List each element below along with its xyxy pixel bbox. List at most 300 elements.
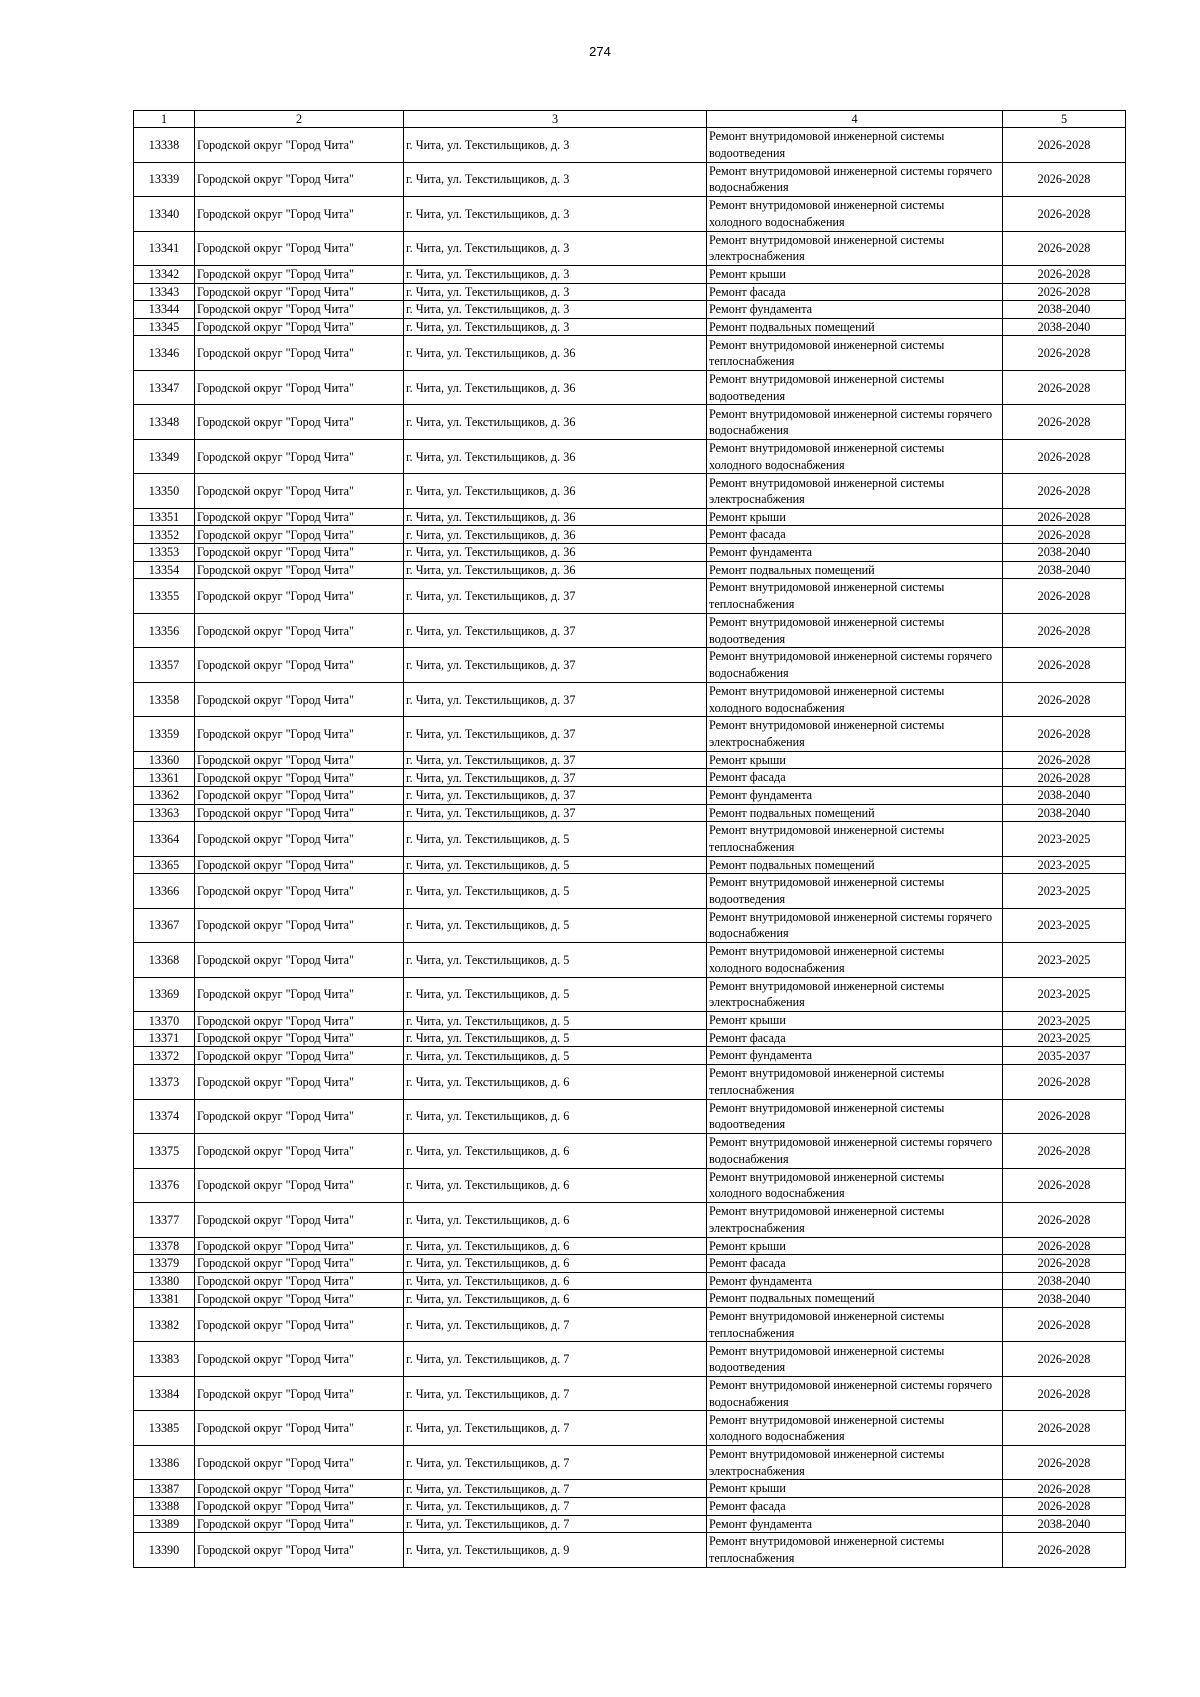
row-number-cell: 13345	[134, 318, 195, 336]
municipality-cell: Городской округ "Город Чита"	[195, 579, 404, 614]
table-row	[134, 1480, 1126, 1498]
period-cell: 2026-2028	[1003, 1065, 1126, 1100]
municipality-cell: Городской округ "Город Чита"	[195, 370, 404, 405]
row-number-cell: 13372	[134, 1047, 195, 1065]
period-cell: 2026-2028	[1003, 717, 1126, 752]
municipality-cell: Городской округ "Город Чита"	[195, 1515, 404, 1533]
period-cell: 2026-2028	[1003, 1497, 1126, 1515]
work-type-cell: Ремонт внутридомовой инженерной системы водоотведения	[707, 613, 1003, 648]
table-row	[134, 1515, 1126, 1533]
municipality-cell: Городской округ "Город Чита"	[195, 1065, 404, 1100]
work-type-cell: Ремонт фасада	[707, 1497, 1003, 1515]
work-type-cell: Ремонт внутридомовой инженерной системы холодного водоснабжения	[707, 943, 1003, 978]
table-row	[134, 579, 1126, 614]
row-number-cell: 13358	[134, 682, 195, 717]
municipality-cell: Городской округ "Город Чита"	[195, 283, 404, 301]
address-cell: г. Чита, ул. Текстильщиков, д. 37	[404, 682, 707, 717]
address-cell: г. Чита, ул. Текстильщиков, д. 3	[404, 197, 707, 232]
row-number-cell: 13344	[134, 301, 195, 319]
address-cell: г. Чита, ул. Текстильщиков, д. 6	[404, 1272, 707, 1290]
address-cell: г. Чита, ул. Текстильщиков, д. 5	[404, 874, 707, 909]
table-row	[134, 544, 1126, 562]
period-cell: 2026-2028	[1003, 682, 1126, 717]
table-row	[134, 1029, 1126, 1047]
municipality-cell: Городской округ "Город Чита"	[195, 318, 404, 336]
period-cell: 2038-2040	[1003, 1515, 1126, 1533]
address-cell: г. Чита, ул. Текстильщиков, д. 37	[404, 786, 707, 804]
row-number-cell: 13382	[134, 1307, 195, 1342]
table-row	[134, 943, 1126, 978]
period-cell: 2026-2028	[1003, 266, 1126, 284]
row-number-cell: 13354	[134, 561, 195, 579]
address-cell: г. Чита, ул. Текстильщиков, д. 7	[404, 1411, 707, 1446]
municipality-cell: Городской округ "Город Чита"	[195, 1411, 404, 1446]
address-cell: г. Чита, ул. Текстильщиков, д. 9	[404, 1533, 707, 1568]
municipality-cell: Городской округ "Город Чита"	[195, 439, 404, 474]
row-number-cell: 13373	[134, 1065, 195, 1100]
address-cell: г. Чита, ул. Текстильщиков, д. 37	[404, 717, 707, 752]
row-number-cell: 13367	[134, 908, 195, 943]
table-row	[134, 162, 1126, 197]
work-type-cell: Ремонт внутридомовой инженерной системы водоотведения	[707, 874, 1003, 909]
municipality-cell: Городской округ "Город Чита"	[195, 266, 404, 284]
period-cell: 2023-2025	[1003, 822, 1126, 857]
address-cell: г. Чита, ул. Текстильщиков, д. 36	[404, 526, 707, 544]
address-cell: г. Чита, ул. Текстильщиков, д. 37	[404, 648, 707, 683]
address-cell: г. Чита, ул. Текстильщиков, д. 36	[404, 370, 707, 405]
table-row	[134, 1065, 1126, 1100]
work-type-cell: Ремонт фундамента	[707, 786, 1003, 804]
address-cell: г. Чита, ул. Текстильщиков, д. 36	[404, 508, 707, 526]
work-type-cell: Ремонт внутридомовой инженерной системы водоотведения	[707, 1342, 1003, 1377]
table-row	[134, 751, 1126, 769]
table-row	[134, 1272, 1126, 1290]
table-row	[134, 1255, 1126, 1273]
table-row	[134, 613, 1126, 648]
table-body	[134, 128, 1126, 1568]
table-row	[134, 266, 1126, 284]
table-row	[134, 1497, 1126, 1515]
municipality-cell: Городской округ "Город Чита"	[195, 751, 404, 769]
municipality-cell: Городской округ "Город Чита"	[195, 613, 404, 648]
work-type-cell: Ремонт внутридомовой инженерной системы горячего водоснабжения	[707, 1376, 1003, 1411]
table-row	[134, 283, 1126, 301]
work-type-cell: Ремонт фундамента	[707, 1515, 1003, 1533]
municipality-cell: Городской округ "Город Чита"	[195, 977, 404, 1012]
work-type-cell: Ремонт внутридомовой инженерной системы холодного водоснабжения	[707, 1168, 1003, 1203]
municipality-cell: Городской округ "Город Чита"	[195, 908, 404, 943]
table-row	[134, 1134, 1126, 1169]
period-cell: 2038-2040	[1003, 786, 1126, 804]
work-type-cell: Ремонт внутридомовой инженерной системы теплоснабжения	[707, 1307, 1003, 1342]
table-row	[134, 1168, 1126, 1203]
table-header	[134, 111, 1126, 128]
row-number-cell: 13370	[134, 1012, 195, 1030]
period-cell: 2038-2040	[1003, 561, 1126, 579]
table-row	[134, 1203, 1126, 1238]
table-row	[134, 1376, 1126, 1411]
municipality-cell: Городской округ "Город Чита"	[195, 1047, 404, 1065]
work-type-cell: Ремонт внутридомовой инженерной системы горячего водоснабжения	[707, 162, 1003, 197]
work-type-cell: Ремонт внутридомовой инженерной системы холодного водоснабжения	[707, 682, 1003, 717]
address-cell: г. Чита, ул. Текстильщиков, д. 6	[404, 1134, 707, 1169]
address-cell: г. Чита, ул. Текстильщиков, д. 7	[404, 1480, 707, 1498]
row-number-cell: 13359	[134, 717, 195, 752]
period-cell: 2038-2040	[1003, 318, 1126, 336]
municipality-cell: Городской округ "Город Чита"	[195, 231, 404, 266]
address-cell: г. Чита, ул. Текстильщиков, д. 5	[404, 822, 707, 857]
period-cell: 2038-2040	[1003, 1272, 1126, 1290]
table-row	[134, 1445, 1126, 1480]
row-number-cell: 13380	[134, 1272, 195, 1290]
row-number-cell: 13362	[134, 786, 195, 804]
period-cell: 2026-2028	[1003, 1411, 1126, 1446]
address-cell: г. Чита, ул. Текстильщиков, д. 6	[404, 1065, 707, 1100]
address-cell: г. Чита, ул. Текстильщиков, д. 36	[404, 544, 707, 562]
table-row	[134, 1342, 1126, 1377]
address-cell: г. Чита, ул. Текстильщиков, д. 7	[404, 1515, 707, 1533]
municipality-cell: Городской округ "Город Чита"	[195, 197, 404, 232]
address-cell: г. Чита, ул. Текстильщиков, д. 37	[404, 769, 707, 787]
period-cell: 2026-2028	[1003, 613, 1126, 648]
period-cell: 2038-2040	[1003, 544, 1126, 562]
row-number-cell: 13365	[134, 856, 195, 874]
municipality-cell: Городской округ "Город Чита"	[195, 1099, 404, 1134]
municipality-cell: Городской округ "Город Чита"	[195, 856, 404, 874]
table-row	[134, 301, 1126, 319]
work-type-cell: Ремонт подвальных помещений	[707, 561, 1003, 579]
municipality-cell: Городской округ "Город Чита"	[195, 1272, 404, 1290]
period-cell: 2026-2028	[1003, 1480, 1126, 1498]
table-row	[134, 908, 1126, 943]
table-row	[134, 370, 1126, 405]
period-cell: 2023-2025	[1003, 977, 1126, 1012]
address-cell: г. Чита, ул. Текстильщиков, д. 6	[404, 1203, 707, 1238]
row-number-cell: 13357	[134, 648, 195, 683]
work-type-cell: Ремонт внутридомовой инженерной системы горячего водоснабжения	[707, 405, 1003, 440]
address-cell: г. Чита, ул. Текстильщиков, д. 5	[404, 908, 707, 943]
period-cell: 2026-2028	[1003, 648, 1126, 683]
municipality-cell: Городской округ "Город Чита"	[195, 301, 404, 319]
period-cell: 2026-2028	[1003, 283, 1126, 301]
row-number-cell: 13387	[134, 1480, 195, 1498]
row-number-cell: 13341	[134, 231, 195, 266]
municipality-cell: Городской округ "Город Чита"	[195, 1497, 404, 1515]
address-cell: г. Чита, ул. Текстильщиков, д. 3	[404, 231, 707, 266]
municipality-cell: Городской округ "Город Чита"	[195, 474, 404, 509]
table-row	[134, 474, 1126, 509]
municipality-cell: Городской округ "Город Чита"	[195, 1307, 404, 1342]
period-cell: 2023-2025	[1003, 856, 1126, 874]
row-number-cell: 13361	[134, 769, 195, 787]
address-cell: г. Чита, ул. Текстильщиков, д. 5	[404, 1047, 707, 1065]
municipality-cell: Городской округ "Город Чита"	[195, 1134, 404, 1169]
work-type-cell: Ремонт фундамента	[707, 1047, 1003, 1065]
row-number-cell: 13375	[134, 1134, 195, 1169]
work-type-cell: Ремонт внутридомовой инженерной системы горячего водоснабжения	[707, 1134, 1003, 1169]
work-type-cell: Ремонт фундамента	[707, 301, 1003, 319]
row-number-cell: 13378	[134, 1237, 195, 1255]
address-cell: г. Чита, ул. Текстильщиков, д. 37	[404, 579, 707, 614]
period-cell: 2026-2028	[1003, 1533, 1126, 1568]
municipality-cell: Городской округ "Город Чита"	[195, 822, 404, 857]
work-type-cell: Ремонт подвальных помещений	[707, 1290, 1003, 1308]
period-cell: 2026-2028	[1003, 579, 1126, 614]
work-type-cell: Ремонт крыши	[707, 1237, 1003, 1255]
work-type-cell: Ремонт внутридомовой инженерной системы водоотведения	[707, 128, 1003, 163]
row-number-cell: 13388	[134, 1497, 195, 1515]
work-type-cell: Ремонт фасада	[707, 283, 1003, 301]
period-cell: 2026-2028	[1003, 370, 1126, 405]
address-cell: г. Чита, ул. Текстильщиков, д. 7	[404, 1376, 707, 1411]
work-type-cell: Ремонт внутридомовой инженерной системы электроснабжения	[707, 231, 1003, 266]
period-cell: 2026-2028	[1003, 231, 1126, 266]
table-row	[134, 804, 1126, 822]
table-row	[134, 648, 1126, 683]
municipality-cell: Городской округ "Город Чита"	[195, 1376, 404, 1411]
row-number-cell: 13349	[134, 439, 195, 474]
row-number-cell: 13355	[134, 579, 195, 614]
row-number-cell: 13389	[134, 1515, 195, 1533]
address-cell: г. Чита, ул. Текстильщиков, д. 37	[404, 804, 707, 822]
row-number-cell: 13338	[134, 128, 195, 163]
table-row	[134, 1012, 1126, 1030]
address-cell: г. Чита, ул. Текстильщиков, д. 36	[404, 561, 707, 579]
address-cell: г. Чита, ул. Текстильщиков, д. 37	[404, 751, 707, 769]
address-cell: г. Чита, ул. Текстильщиков, д. 37	[404, 613, 707, 648]
row-number-cell: 13364	[134, 822, 195, 857]
municipality-cell: Городской округ "Город Чита"	[195, 1237, 404, 1255]
work-type-cell: Ремонт крыши	[707, 1012, 1003, 1030]
table-row	[134, 1307, 1126, 1342]
address-cell: г. Чита, ул. Текстильщиков, д. 7	[404, 1445, 707, 1480]
work-type-cell: Ремонт подвальных помещений	[707, 856, 1003, 874]
work-type-cell: Ремонт внутридомовой инженерной системы электроснабжения	[707, 977, 1003, 1012]
municipality-cell: Городской округ "Город Чита"	[195, 544, 404, 562]
row-number-cell: 13379	[134, 1255, 195, 1273]
row-number-cell: 13390	[134, 1533, 195, 1568]
header-col-4: 4	[707, 111, 1003, 128]
municipality-cell: Городской округ "Город Чита"	[195, 1445, 404, 1480]
table-row	[134, 405, 1126, 440]
table-row	[134, 1047, 1126, 1065]
period-cell: 2023-2025	[1003, 874, 1126, 909]
period-cell: 2026-2028	[1003, 1134, 1126, 1169]
address-cell: г. Чита, ул. Текстильщиков, д. 6	[404, 1168, 707, 1203]
period-cell: 2026-2028	[1003, 405, 1126, 440]
period-cell: 2026-2028	[1003, 1099, 1126, 1134]
period-cell: 2026-2028	[1003, 128, 1126, 163]
municipality-cell: Городской округ "Город Чита"	[195, 1342, 404, 1377]
municipality-cell: Городской округ "Город Чита"	[195, 804, 404, 822]
work-type-cell: Ремонт фасада	[707, 526, 1003, 544]
work-type-cell: Ремонт крыши	[707, 266, 1003, 284]
work-type-cell: Ремонт внутридомовой инженерной системы электроснабжения	[707, 1445, 1003, 1480]
municipality-cell: Городской округ "Город Чита"	[195, 1480, 404, 1498]
address-cell: г. Чита, ул. Текстильщиков, д. 7	[404, 1497, 707, 1515]
address-cell: г. Чита, ул. Текстильщиков, д. 5	[404, 977, 707, 1012]
work-type-cell: Ремонт крыши	[707, 751, 1003, 769]
row-number-cell: 13351	[134, 508, 195, 526]
repair-schedule-table	[133, 110, 1126, 1568]
address-cell: г. Чита, ул. Текстильщиков, д. 7	[404, 1307, 707, 1342]
address-cell: г. Чита, ул. Текстильщиков, д. 6	[404, 1255, 707, 1273]
address-cell: г. Чита, ул. Текстильщиков, д. 3	[404, 162, 707, 197]
municipality-cell: Городской округ "Город Чита"	[195, 1029, 404, 1047]
municipality-cell: Городской округ "Город Чита"	[195, 508, 404, 526]
period-cell: 2026-2028	[1003, 1445, 1126, 1480]
work-type-cell: Ремонт внутридомовой инженерной системы теплоснабжения	[707, 579, 1003, 614]
table-row	[134, 1411, 1126, 1446]
address-cell: г. Чита, ул. Текстильщиков, д. 5	[404, 1029, 707, 1047]
work-type-cell: Ремонт внутридомовой инженерной системы холодного водоснабжения	[707, 1411, 1003, 1446]
table-row	[134, 561, 1126, 579]
period-cell: 2038-2040	[1003, 1290, 1126, 1308]
work-type-cell: Ремонт фундамента	[707, 1272, 1003, 1290]
address-cell: г. Чита, ул. Текстильщиков, д. 3	[404, 283, 707, 301]
municipality-cell: Городской округ "Город Чита"	[195, 1012, 404, 1030]
row-number-cell: 13339	[134, 162, 195, 197]
municipality-cell: Городской округ "Город Чита"	[195, 682, 404, 717]
work-type-cell: Ремонт фасада	[707, 1255, 1003, 1273]
period-cell: 2023-2025	[1003, 908, 1126, 943]
period-cell: 2035-2037	[1003, 1047, 1126, 1065]
row-number-cell: 13374	[134, 1099, 195, 1134]
work-type-cell: Ремонт подвальных помещений	[707, 804, 1003, 822]
work-type-cell: Ремонт фасада	[707, 1029, 1003, 1047]
period-cell: 2026-2028	[1003, 508, 1126, 526]
work-type-cell: Ремонт внутридомовой инженерной системы электроснабжения	[707, 717, 1003, 752]
work-type-cell: Ремонт внутридомовой инженерной системы электроснабжения	[707, 1203, 1003, 1238]
work-type-cell: Ремонт внутридомовой инженерной системы теплоснабжения	[707, 1533, 1003, 1568]
municipality-cell: Городской округ "Город Чита"	[195, 648, 404, 683]
work-type-cell: Ремонт внутридомовой инженерной системы горячего водоснабжения	[707, 908, 1003, 943]
address-cell: г. Чита, ул. Текстильщиков, д. 3	[404, 266, 707, 284]
period-cell: 2026-2028	[1003, 439, 1126, 474]
table-row	[134, 977, 1126, 1012]
row-number-cell: 13376	[134, 1168, 195, 1203]
address-cell: г. Чита, ул. Текстильщиков, д. 5	[404, 943, 707, 978]
row-number-cell: 13346	[134, 336, 195, 371]
row-number-cell: 13369	[134, 977, 195, 1012]
work-type-cell: Ремонт внутридомовой инженерной системы электроснабжения	[707, 474, 1003, 509]
row-number-cell: 13385	[134, 1411, 195, 1446]
work-type-cell: Ремонт фасада	[707, 769, 1003, 787]
table-row	[134, 508, 1126, 526]
table-row	[134, 231, 1126, 266]
address-cell: г. Чита, ул. Текстильщиков, д. 7	[404, 1342, 707, 1377]
period-cell: 2026-2028	[1003, 474, 1126, 509]
municipality-cell: Городской округ "Город Чита"	[195, 1203, 404, 1238]
row-number-cell: 13348	[134, 405, 195, 440]
period-cell: 2026-2028	[1003, 1307, 1126, 1342]
period-cell: 2038-2040	[1003, 804, 1126, 822]
period-cell: 2026-2028	[1003, 751, 1126, 769]
row-number-cell: 13366	[134, 874, 195, 909]
table-row	[134, 769, 1126, 787]
header-col-5: 5	[1003, 111, 1126, 128]
work-type-cell: Ремонт внутридомовой инженерной системы водоотведения	[707, 370, 1003, 405]
municipality-cell: Городской округ "Город Чита"	[195, 1255, 404, 1273]
header-col-1: 1	[134, 111, 195, 128]
period-cell: 2026-2028	[1003, 162, 1126, 197]
period-cell: 2023-2025	[1003, 1012, 1126, 1030]
header-col-3: 3	[404, 111, 707, 128]
work-type-cell: Ремонт внутридомовой инженерной системы водоотведения	[707, 1099, 1003, 1134]
period-cell: 2023-2025	[1003, 1029, 1126, 1047]
work-type-cell: Ремонт внутридомовой инженерной системы теплоснабжения	[707, 822, 1003, 857]
period-cell: 2026-2028	[1003, 336, 1126, 371]
row-number-cell: 13353	[134, 544, 195, 562]
municipality-cell: Городской округ "Город Чита"	[195, 943, 404, 978]
address-cell: г. Чита, ул. Текстильщиков, д. 6	[404, 1290, 707, 1308]
period-cell: 2026-2028	[1003, 1168, 1126, 1203]
page-number: 274	[589, 44, 611, 59]
row-number-cell: 13342	[134, 266, 195, 284]
municipality-cell: Городской округ "Город Чита"	[195, 769, 404, 787]
address-cell: г. Чита, ул. Текстильщиков, д. 36	[404, 439, 707, 474]
municipality-cell: Городской округ "Город Чита"	[195, 717, 404, 752]
municipality-cell: Городской округ "Город Чита"	[195, 561, 404, 579]
table-row	[134, 874, 1126, 909]
work-type-cell: Ремонт внутридомовой инженерной системы холодного водоснабжения	[707, 197, 1003, 232]
period-cell: 2026-2028	[1003, 526, 1126, 544]
address-cell: г. Чита, ул. Текстильщиков, д. 6	[404, 1237, 707, 1255]
period-cell: 2026-2028	[1003, 1203, 1126, 1238]
work-type-cell: Ремонт внутридомовой инженерной системы горячего водоснабжения	[707, 648, 1003, 683]
work-type-cell: Ремонт подвальных помещений	[707, 318, 1003, 336]
municipality-cell: Городской округ "Город Чита"	[195, 786, 404, 804]
table-row	[134, 682, 1126, 717]
row-number-cell: 13356	[134, 613, 195, 648]
table-row	[134, 197, 1126, 232]
row-number-cell: 13377	[134, 1203, 195, 1238]
table-row	[134, 1099, 1126, 1134]
address-cell: г. Чита, ул. Текстильщиков, д. 5	[404, 1012, 707, 1030]
row-number-cell: 13350	[134, 474, 195, 509]
address-cell: г. Чита, ул. Текстильщиков, д. 5	[404, 856, 707, 874]
table-row	[134, 786, 1126, 804]
row-number-cell: 13386	[134, 1445, 195, 1480]
municipality-cell: Городской округ "Город Чита"	[195, 336, 404, 371]
period-cell: 2026-2028	[1003, 1255, 1126, 1273]
row-number-cell: 13381	[134, 1290, 195, 1308]
row-number-cell: 13363	[134, 804, 195, 822]
municipality-cell: Городской округ "Город Чита"	[195, 162, 404, 197]
work-type-cell: Ремонт внутридомовой инженерной системы теплоснабжения	[707, 336, 1003, 371]
table-row	[134, 856, 1126, 874]
row-number-cell: 13384	[134, 1376, 195, 1411]
address-cell: г. Чита, ул. Текстильщиков, д. 3	[404, 318, 707, 336]
municipality-cell: Городской округ "Город Чита"	[195, 405, 404, 440]
table-row	[134, 822, 1126, 857]
work-type-cell: Ремонт крыши	[707, 508, 1003, 526]
table-row	[134, 128, 1126, 163]
period-cell: 2026-2028	[1003, 1342, 1126, 1377]
address-cell: г. Чита, ул. Текстильщиков, д. 36	[404, 405, 707, 440]
period-cell: 2023-2025	[1003, 943, 1126, 978]
work-type-cell: Ремонт фундамента	[707, 544, 1003, 562]
table-row	[134, 717, 1126, 752]
period-cell: 2026-2028	[1003, 197, 1126, 232]
table-row	[134, 526, 1126, 544]
address-cell: г. Чита, ул. Текстильщиков, д. 3	[404, 128, 707, 163]
period-cell: 2038-2040	[1003, 301, 1126, 319]
address-cell: г. Чита, ул. Текстильщиков, д. 6	[404, 1099, 707, 1134]
header-row	[134, 111, 1126, 128]
row-number-cell: 13368	[134, 943, 195, 978]
table-row	[134, 1290, 1126, 1308]
